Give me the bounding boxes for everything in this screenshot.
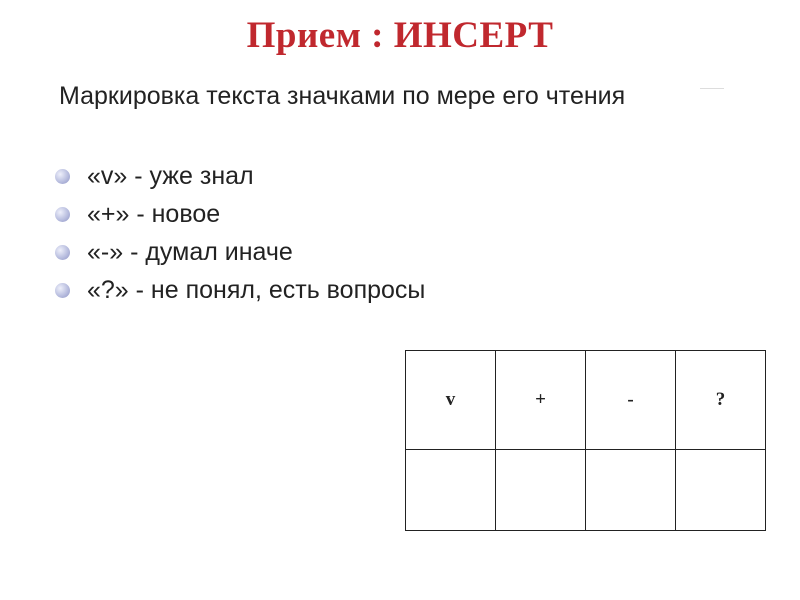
bullet-item-already-knew [53,157,425,195]
insert-table [405,350,766,531]
decorative-line [700,88,724,89]
table-cell [676,450,766,531]
bullet-text: «?» - не понял, есть вопросы [87,276,426,304]
bullet-text: «-» - думал иначе [87,238,293,266]
bullet-dot-icon [55,169,70,184]
slide-subtitle: Маркировка текста значками по мере его чтения [59,82,626,110]
bullet-text: «v» - уже знал [87,162,254,190]
table-row [406,450,766,531]
bullet-item-new [53,195,425,233]
table-cell [586,450,676,531]
bullet-list [53,157,425,309]
table-header-row [406,351,766,450]
table-header-cell-question: ? [676,351,766,450]
table-cell [406,450,496,531]
bullet-dot-icon [55,207,70,222]
table-header-cell-v: v [406,351,496,450]
table-cell [496,450,586,531]
bullet-text: «+» - новое [87,200,221,228]
slide-title: Прием : ИНСЕРТ [246,15,554,56]
bullet-item-thought-otherwise [53,233,425,271]
bullet-item-questions [53,271,425,309]
table-header-cell-plus: + [496,351,586,450]
bullet-dot-icon [55,245,70,260]
bullet-dot-icon [55,283,70,298]
table-header-cell-minus: - [586,351,676,450]
